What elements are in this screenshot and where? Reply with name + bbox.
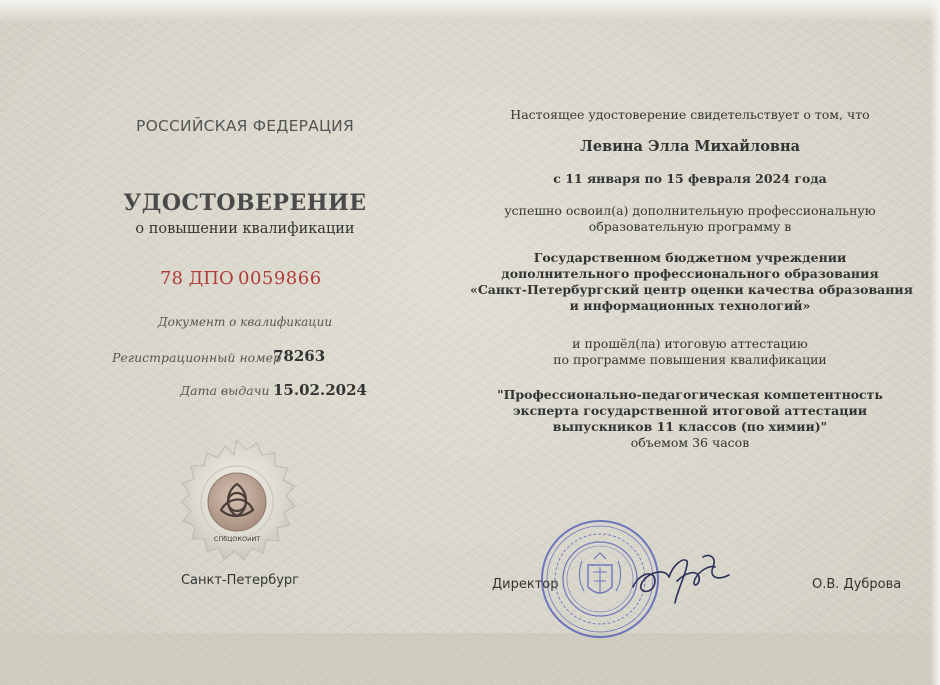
completion-statement bbox=[470, 203, 910, 235]
country-heading: РОССИЙСКАЯ ФЕДЕРАЦИЯ bbox=[136, 117, 354, 135]
registration-number-label: Регистрационный номер bbox=[112, 350, 281, 365]
program-title bbox=[470, 387, 910, 435]
hologram-seal-icon bbox=[172, 437, 302, 567]
certification-statement bbox=[470, 336, 910, 368]
right-edge bbox=[930, 0, 940, 685]
issue-city: Санкт-Петербург bbox=[180, 573, 300, 588]
document-number: 0059866 bbox=[238, 268, 322, 289]
top-edge bbox=[0, 0, 940, 20]
issue-date-label: Дата выдачи bbox=[180, 383, 270, 398]
document-title: УДОСТОВЕРЕНИЕ bbox=[123, 190, 367, 216]
training-period: с 11 января по 15 февраля 2024 года bbox=[553, 171, 827, 186]
completion-line: успешно освоил(а) дополнительную профессиональную bbox=[504, 203, 876, 218]
institution-name bbox=[470, 250, 913, 314]
program-line: "Профессионально-педагогическая компетентность bbox=[497, 387, 883, 402]
program-line: эксперта государственной итоговой аттестации bbox=[512, 403, 868, 418]
certificate-intro: Настоящее удостоверение свидетельствует о том, что bbox=[510, 107, 870, 122]
program-hours: объемом 36 часов bbox=[630, 435, 750, 450]
completion-line: образовательную программу в bbox=[588, 219, 792, 234]
bottom-guilloche-strip bbox=[0, 633, 940, 685]
director-name: О.В. Дуброва bbox=[812, 577, 902, 592]
institution-line: «Санкт-Петербургский центр оценки качества образования bbox=[470, 282, 913, 297]
director-signature-icon bbox=[625, 543, 740, 613]
institution-line: дополнительного профессионального образования bbox=[501, 266, 879, 281]
institution-line: и информационных технологий» bbox=[569, 298, 811, 313]
holder-full-name: Левина Элла Михайловна bbox=[580, 138, 800, 155]
certification-line: по программе повышения квалификации bbox=[553, 352, 827, 367]
program-line: выпускников 11 классов (по химии)" bbox=[552, 419, 828, 434]
director-label: Директор bbox=[492, 577, 559, 592]
registration-number-value: 78263 bbox=[273, 347, 326, 365]
document-subtitle: о повышении квалификации bbox=[135, 221, 355, 237]
document-series: 78 ДПО bbox=[160, 268, 234, 289]
document-caption: Документ о квалификации bbox=[157, 315, 333, 329]
hologram-seal-text: СПбЦОКОиИТ bbox=[213, 535, 261, 543]
issue-date-value: 15.02.2024 bbox=[273, 381, 367, 399]
institution-line: Государственном бюджетном учреждении bbox=[533, 250, 847, 265]
certification-line: и прошёл(ла) итоговую аттестацию bbox=[572, 336, 808, 351]
